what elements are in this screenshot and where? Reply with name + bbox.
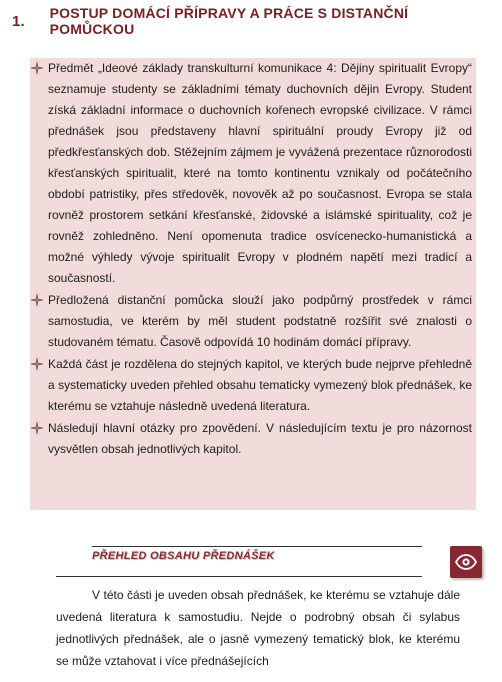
- section-title: POSTUP DOMÁCÍ PŘÍPRAVY A PRÁCE S DISTANČNÍ POMŮCKOU: [49, 5, 409, 37]
- instructions-panel: [30, 58, 476, 510]
- overview-heading: PŘEHLED OBSAHU PŘEDNÁŠEK: [92, 550, 275, 562]
- eye-icon: [455, 554, 477, 570]
- list-item: [30, 354, 476, 417]
- section-heading: [12, 6, 492, 36]
- list-item: [30, 290, 476, 353]
- list-item-text: Předložená distanční pomůcka slouží jako podpůrný prostředek v rámci samostudia, ve kterém by měl student podstatně rozšířit své znalosti o studovaném tématu. Časově odpovídá 10 hodinám domácí přípravy.: [48, 293, 472, 349]
- sparkle-bullet-icon: [30, 293, 44, 307]
- list-item: [30, 58, 476, 289]
- list-item-text: Následují hlavní otázky pro zpovědení. V následujícím textu je pro názornost vysvětlen obsah jednotlivých kapitol.: [48, 421, 472, 456]
- list-item-text: Každá část je rozdělena do stejných kapitol, ve kterých bude nejprve přehledně a systematicky uveden přehled obsahu tematicky vymezený blok přednášek, ke kterému se vztahuje následně uvedená literatura.: [48, 357, 472, 413]
- eye-icon-box: [450, 546, 482, 578]
- overview-paragraph: V této části je uveden obsah přednášek, ke kterému se vztahuje dále uvedená literatura k samostudiu. Nejde o podrobný obsah či sylabus jednotlivých přednášek, ale o jasně vymezený tematický blok, ke kterému se může vztahovat i více přednášejících: [56, 588, 460, 668]
- sparkle-bullet-icon: [30, 61, 44, 75]
- list-item-text: Předmět „Ideové základy transkulturní komunikace 4: Dějiny spiritualit Evropy“ seznamuje studenty se základními tématy duchovních dějin Evropy. Student získá základní informace o duchovních kořenech evropské civilizace. V rámci přednášek jsou představeny hlavní spirituální proudy Evropy již od předkřesťanských dob. Stěžejním zájmem je vyvážená prezentace různorodosti křesťanských spiritualit, které na tomto kontinentu vznikaly od počátečního období patristiky, přes středověk, novověk až po současnost. Evropa se stala rovněž prostorem setkání křesťanské, židovské a islámské spirituality, což je rovněž zohledněno. Není opomenuta tradice osvícenecko-humanistická a možné výhledy vývoje spiritualit Evropy v plodném napětí mezi tradicí a současností.: [48, 61, 472, 285]
- list-item: [30, 418, 476, 460]
- sparkle-bullet-icon: [30, 421, 44, 435]
- section-number: 1.: [12, 12, 25, 30]
- overview-rule-top: [92, 546, 422, 547]
- instructions-list: [30, 58, 476, 460]
- sparkle-bullet-icon: [30, 357, 44, 371]
- overview-rule-bottom: [56, 576, 422, 577]
